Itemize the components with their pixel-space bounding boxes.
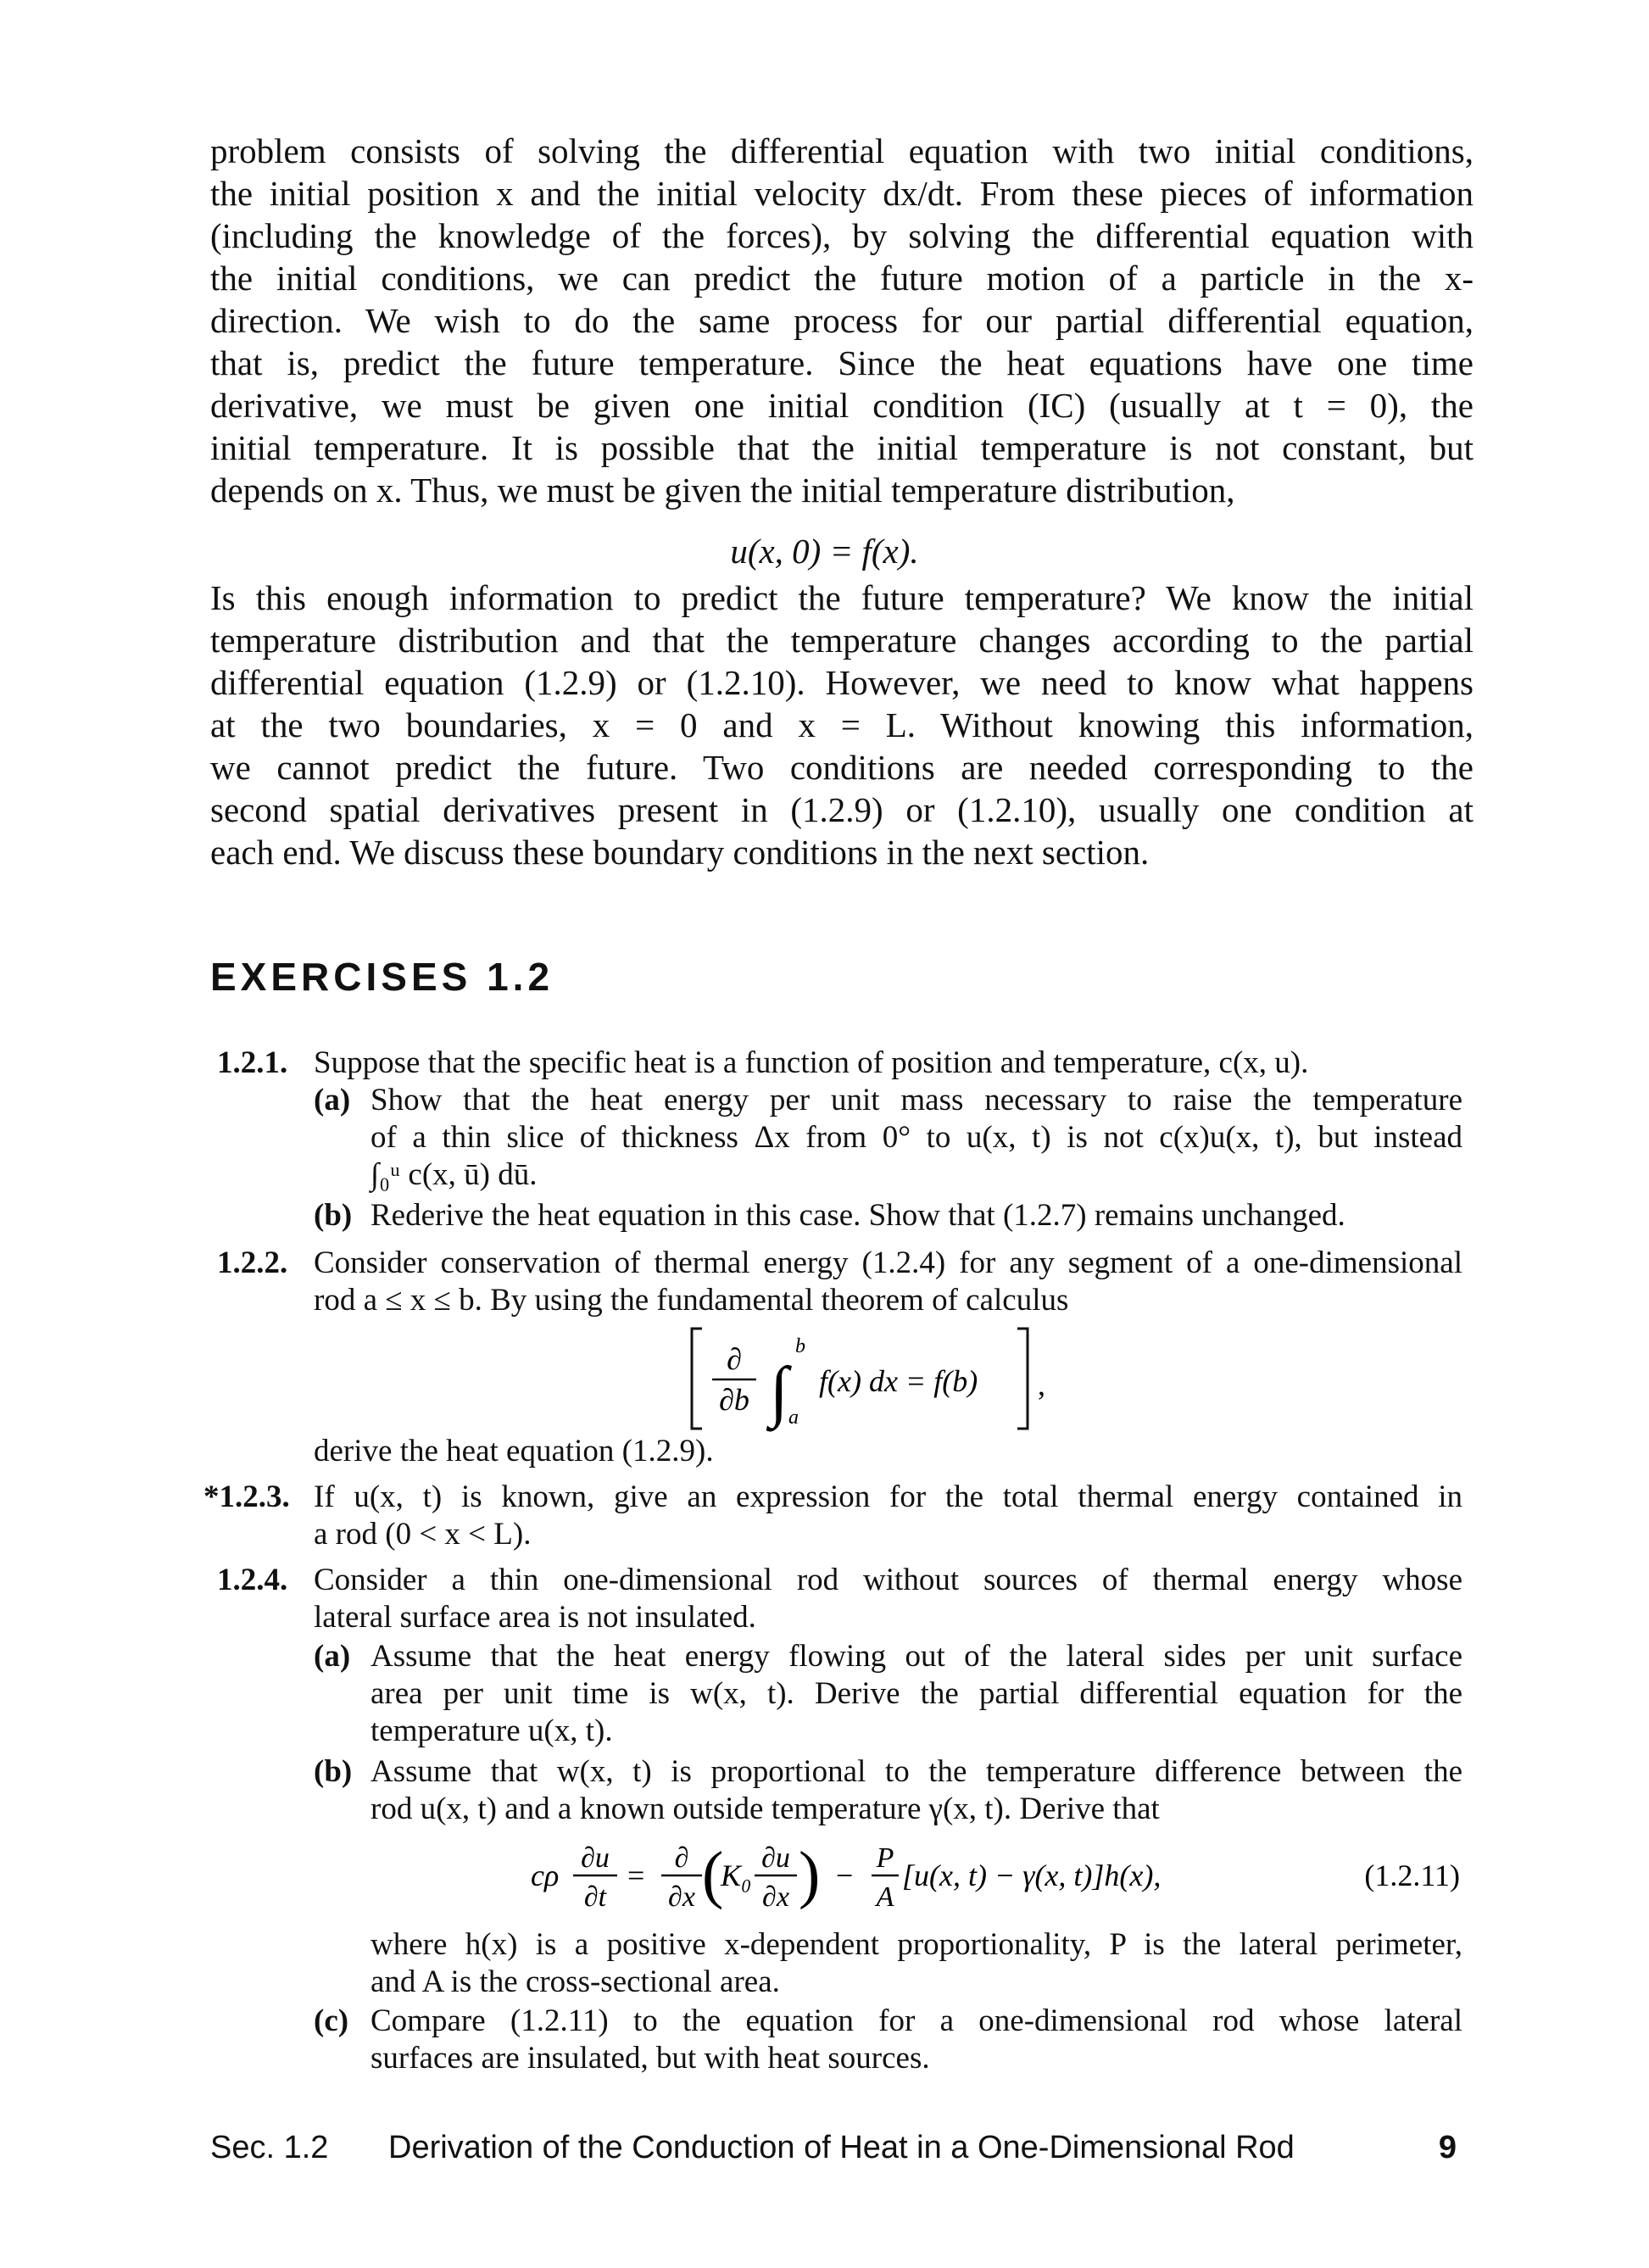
paragraph-line: initial temperature. It is possible that the initial temperature is not constant, but — [210, 428, 1474, 467]
equation-remainder: [u(x, t) − γ(x, t)]h(x), — [902, 1858, 1162, 1892]
equation-tag: (1.2.11) — [1364, 1858, 1460, 1892]
exercises-heading: EXERCISES 1.2 — [210, 955, 554, 999]
footer-title: Derivation of the Conduction of Heat in a One-Dimensional Rod — [388, 2130, 1295, 2165]
exercise-text: If u(x, t) is known, give an expression for the total thermal energy contained in — [314, 1479, 1462, 1514]
exercise-1-2-4-b-after — [370, 1926, 1462, 2001]
paragraph-line: Is this enough information to predict the future temperature? We know the initial — [210, 578, 1474, 617]
minus-sign: − — [836, 1858, 854, 1892]
paragraph-line: (including the knowledge of the forces), by solving the differential equation with — [210, 216, 1474, 255]
exercise-text: a rod (0 < x < L). — [314, 1517, 532, 1552]
top-paragraph — [210, 130, 1474, 511]
exercise-number: 1.2.4. — [217, 1563, 288, 1597]
fraction-denominator: ∂x — [762, 1881, 789, 1913]
exercise-1-2-1-b — [370, 1197, 1462, 1234]
initial-condition-equation: u(x, 0) = f(x). — [730, 532, 919, 571]
part-label: (a) — [314, 1083, 351, 1117]
equals-sign: = — [627, 1858, 645, 1892]
paragraph-line: at the two boundaries, x = 0 and x = L. Without knowing this information, — [210, 705, 1474, 744]
fraction-denominator: ∂t — [583, 1881, 607, 1913]
exercise-1-2-4-c — [370, 2003, 1462, 2077]
exercise-number: *1.2.3. — [203, 1479, 290, 1514]
paragraph-line: that is, predict the future temperature. Since the heat equations have one time — [210, 343, 1474, 382]
exercise-1-2-4-a — [370, 1638, 1462, 1750]
exercise-text: Show that the heat energy per unit mass necessary to raise the temperature — [370, 1083, 1462, 1117]
paragraph-line: derivative, we must be given one initial condition (IC) (usually at t = 0), the — [210, 386, 1474, 425]
paragraph-line: each end. We discuss these boundary conditions in the next section. — [210, 833, 1150, 872]
exercise-1-2-1-a — [370, 1082, 1462, 1194]
second-paragraph — [210, 577, 1474, 873]
exercise-text: Suppose that the specific heat is a function of position and temperature, c(x, u). — [314, 1045, 1309, 1080]
exercise-text: Compare (1.2.11) to the equation for a one-dimensional rod whose lateral — [370, 2003, 1462, 2038]
paragraph-line: differential equation (1.2.9) or (1.2.10). However, we need to know what happens — [210, 663, 1474, 702]
partial-numerator: ∂ — [727, 1342, 742, 1376]
exercise-text: lateral surface area is not insulated. — [314, 1600, 756, 1635]
part-label: (b) — [314, 1754, 353, 1789]
exercise-text: derive the heat equation (1.2.9). — [314, 1434, 714, 1468]
integral-body: f(x) dx = f(b) — [819, 1364, 978, 1398]
k-zero: K₀ — [721, 1858, 752, 1892]
coefficient-c-rho: cρ — [531, 1858, 560, 1892]
exercise-text: rod u(x, t) and a known outside temperature γ(x, t). Derive that — [370, 1792, 1160, 1826]
exercise-text: temperature u(x, t). — [370, 1714, 613, 1748]
paragraph-line: problem consists of solving the differential equation with two initial conditions, — [210, 131, 1474, 170]
exercise-text: Consider a thin one-dimensional rod without sources of thermal energy whose — [314, 1563, 1462, 1597]
integral-lower-limit: a — [788, 1407, 799, 1429]
paragraph-line: we cannot predict the future. Two conditions are needed corresponding to the — [210, 748, 1474, 787]
fraction-denominator: A — [876, 1881, 894, 1913]
integral-upper-limit: b — [795, 1335, 805, 1357]
exercise-1-2-2-after — [314, 1433, 1462, 1470]
left-paren: ( — [702, 1839, 724, 1910]
equation-comma: , — [1038, 1368, 1045, 1401]
exercise-text: rod a ≤ x ≤ b. By using the fundamental theorem of calculus — [314, 1283, 1069, 1318]
fundamental-theorem-equation — [678, 1318, 1085, 1437]
exercise-1-2-3 — [314, 1479, 1462, 1553]
exercise-1-2-1 — [314, 1045, 1462, 1082]
part-label: (a) — [314, 1639, 351, 1674]
exercise-text: of a thin slice of thickness Δx from 0° to u(x, t) is not c(x)u(x, t), but instead — [370, 1120, 1462, 1155]
footer-section: Sec. 1.2 — [210, 2130, 329, 2165]
heat-equation-1-2-11 — [526, 1831, 1467, 1925]
exercise-number: 1.2.1. — [217, 1045, 288, 1080]
fraction-denominator: ∂x — [668, 1881, 695, 1913]
paragraph-line: temperature distribution and that the temperature changes according to the partial — [210, 621, 1474, 660]
part-label: (b) — [314, 1198, 353, 1233]
fraction-numerator: ∂ — [674, 1842, 689, 1874]
exercise-1-2-2 — [314, 1245, 1462, 1319]
paragraph-line: direction. We wish to do the same process for our partial differential equation, — [210, 301, 1474, 340]
exercise-1-2-4 — [314, 1562, 1462, 1636]
fraction-numerator: ∂u — [581, 1842, 610, 1874]
exercise-text: Consider conservation of thermal energy (1.2.4) for any segment of a one-dimensional — [314, 1245, 1462, 1280]
exercise-text: area per unit time is w(x, t). Derive the partial differential equation for the — [370, 1676, 1462, 1711]
paragraph-line: second spatial derivatives present in (1.2.9) or (1.2.10), usually one condition at — [210, 790, 1474, 829]
right-paren: ) — [799, 1839, 821, 1910]
exercise-number: 1.2.2. — [217, 1245, 288, 1280]
paragraph-line: the initial position x and the initial velocity dx/dt. From these pieces of information — [210, 174, 1474, 213]
exercise-1-2-4-b — [370, 1753, 1462, 1828]
exercise-text: Rederive the heat equation in this case. Show that (1.2.7) remains unchanged. — [370, 1198, 1345, 1233]
page-number: 9 — [1438, 2130, 1457, 2165]
exercise-text: Assume that w(x, t) is proportional to the temperature difference between the — [370, 1754, 1462, 1789]
fraction-numerator: P — [876, 1842, 894, 1874]
integral-sign: ∫ — [770, 1354, 788, 1429]
exercise-text: and A is the cross-sectional area. — [370, 1964, 780, 1999]
part-label: (c) — [314, 2003, 349, 2038]
exercise-text: surfaces are insulated, but with heat sources. — [370, 2041, 930, 2076]
fraction-numerator: ∂u — [761, 1842, 790, 1874]
exercise-text: Assume that the heat energy flowing out of the lateral sides per unit surface — [370, 1639, 1462, 1674]
exercise-text: where h(x) is a positive x-dependent proportionality, P is the lateral perimeter, — [370, 1927, 1462, 1962]
partial-denominator: ∂b — [719, 1383, 749, 1417]
exercise-text: ∫₀ᵘ c(x, ū) dū. — [370, 1157, 538, 1192]
paragraph-line: depends on x. Thus, we must be given the initial temperature distribution, — [210, 471, 1235, 510]
paragraph-line: the initial conditions, we can predict the future motion of a particle in the x- — [210, 259, 1474, 298]
